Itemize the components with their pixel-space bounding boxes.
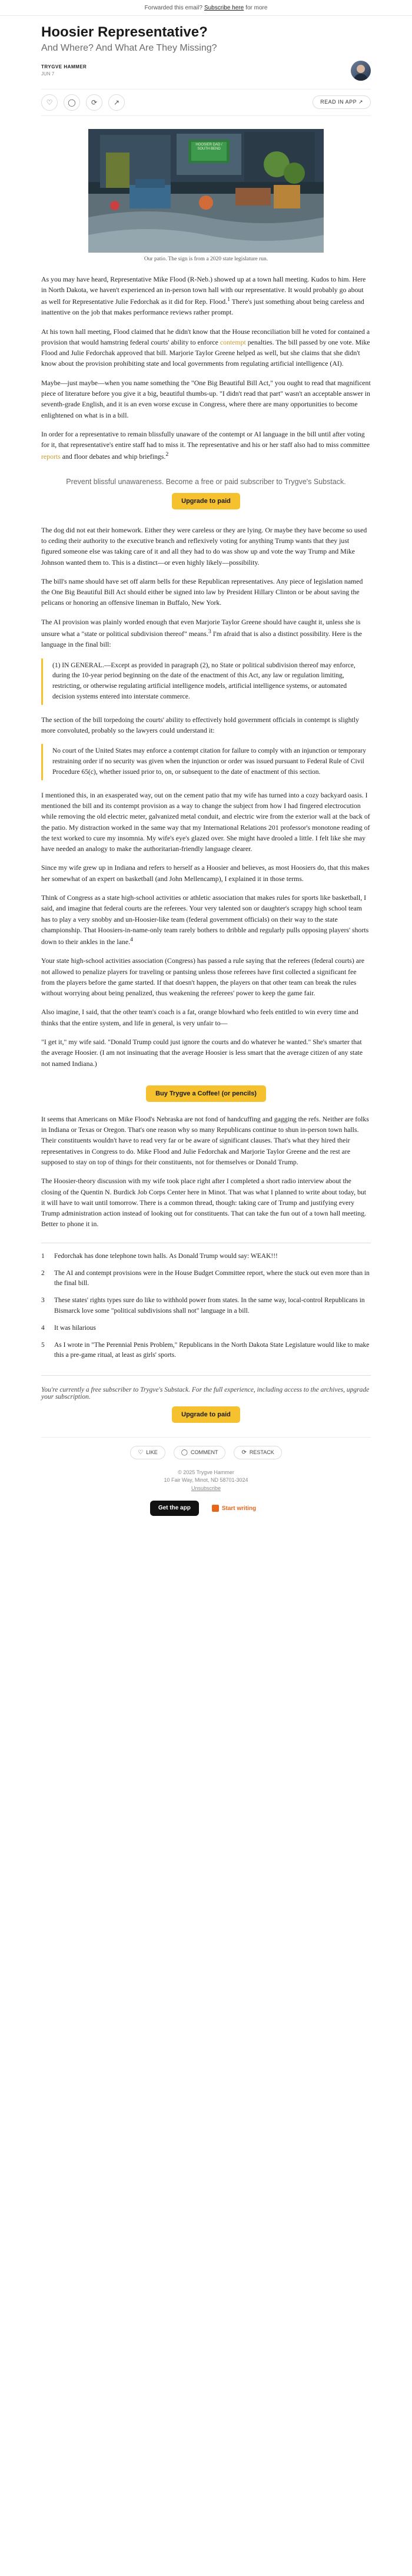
footnote: 4 It was hilarious xyxy=(41,1324,96,1332)
post-date: JUN 7 xyxy=(41,71,55,77)
comment-icon[interactable]: ◯ xyxy=(64,94,80,111)
photo-caption: Our patio. The sign is from a 2020 state legislature run. xyxy=(144,256,268,262)
like-button[interactable]: ♡ LIKE xyxy=(130,1446,165,1459)
reports-link[interactable]: reports xyxy=(41,452,61,461)
post-subtitle: And Where? And What Are They Missing? xyxy=(41,42,217,53)
paragraph: It seems that Americans on Mike Flood's Nebraska are not fond of handcuffing and gagging the refs. Neither are folks in Indiana or Texas or Oregon. That's one reason why so many Republicans continue to shun in-person town halls. Their constituents wouldn't have to read very far or be aware of significant clauses. That's what they hired their representatives in Congress to do. Mike Flood and Julie Fedorchak and Marjorie Taylor Greene and the rest are supposed to stay on top of things for their constituents, not for themselves or Donald Trump. xyxy=(41,1114,369,1166)
bill-quote-contempt: No court of the United States may enforce a contempt citation for failure to comply with an injunction or temporary restraining order if no security was given when the injunction or order was issued pursuant to Federal Rule of Civil Procedure 65(c), whether issued prior to, on, or subsequent to the date of enactment of this section. xyxy=(41,744,371,780)
byline xyxy=(41,61,371,81)
paragraph: Since my wife grew up in Indiana and refers to herself as a Hoosier and believes, as most Hoosiers do, that this makes her somewhat of an expert on basketball (and John Mellencamp), I explained it in those terms. xyxy=(41,863,370,883)
footnote: 3 These states' rights types sure do like to withhold power from states. In the same way, local-control Republicans in Bismarck love some "political subdivisions shall not" language in a bill. xyxy=(41,1297,365,1315)
footnote: 5 As I wrote in "The Perennial Penis Problem," Republicans in the North Dakota State Legislature would like to make this a pre-game ritual, at least as girls' sports. xyxy=(41,1342,370,1359)
address: 10 Fair Way, Minot, ND 58701-3024 xyxy=(164,1477,248,1484)
restack-icon: ⟳ xyxy=(241,1449,247,1456)
paragraph: As you may have heard, Representative Mike Flood (R-Neb.) showed up at a town hall meeting. Kudos to him. Here in North Dakota, we haven't experienced an in-person town hall with our representative. It would probably go about as well for Representative Julie Fedorchak as it did for Rep. Flood.$^1$ There's just something about being careless and inattentive on the job that makes performance reviews rather prompt. xyxy=(41,274,366,317)
author-name[interactable]: TRYGVE HAMMER xyxy=(41,64,87,70)
paragraph: Your state high-school activities association (Congress) has passed a rule saying that the referees (federal courts) are not allowed to penalize players for traveling or pantsing unless those referees have first collected a significant fee from the players before the game started. If that doesn't happen, the players on that other team can break the rules without worrying about being penalized, thus weakening the referees' power to keep the game fair. xyxy=(41,956,365,998)
paywall-box xyxy=(41,1375,371,1423)
paywall-upgrade-button[interactable]: Upgrade to paid xyxy=(172,1406,240,1423)
read-in-app-button[interactable]: READ IN APP ↗ xyxy=(313,95,371,109)
paragraph: "I get it," my wife said. "Donald Trump could just ignore the courts and do whatever he wanted." She's smarter that the average Hoosier. (I am not insinuating that the average Hoosier is less smart that the average citizen of any state not named Indiana.) xyxy=(41,1038,363,1068)
paragraph: Also imagine, I said, that the other team's coach is a fat, orange blowhard who feels entitled to win every time and thinks that the entire system, and life in general, is very unfair to— xyxy=(41,1008,358,1027)
footnote-ref[interactable]: 2 xyxy=(165,451,169,458)
paragraph: The bill's name should have set off alarm bells for these Republican representatives. Any piece of legislation named the One Big Beautiful Bill Act should either be signed into law by President Hillary Clinton or be about saving the pelicans or honoring an offensive lineman in Buffalo, New York. xyxy=(41,577,363,607)
start-writing-button[interactable]: Start writing xyxy=(206,1501,262,1516)
heart-icon: ♡ xyxy=(138,1449,144,1456)
copyright: © 2025 Trygve Hammer xyxy=(178,1469,234,1475)
unsubscribe-link[interactable]: Unsubscribe xyxy=(191,1485,221,1491)
footnote-ref[interactable]: 1 xyxy=(227,296,231,303)
paragraph: I mentioned this, in an exasperated way, out on the cement patio that my wife has turned into a cozy backyard oasis. I mentioned the bill and its contempt provision as a way to change the subject from how I had fingered electrocution while removing the old electric meter, galvanized metal conduit, and electric wire from the exterior wall at the back of the patio. My distraction worked in the same way that my International Relations 201 professor's monotone reading of the text worked to cure my insomnia. My wife's eye's glazed over. She might have drooled a little. I felt like she may have needed an analogy to make the authoritarian-friendly language clearer. xyxy=(41,790,370,853)
restack-icon[interactable]: ⟳ xyxy=(86,94,102,111)
buy-coffee-button[interactable]: Buy Trygve a Coffee! (or pencils) xyxy=(146,1085,266,1102)
post-title: Hoosier Representative? xyxy=(41,24,208,40)
footnote-ref[interactable]: 4 xyxy=(130,936,133,943)
paragraph: In order for a representative to remain blissfully unaware of the contempt or AI language in the bill until after voting for it, that representative's entire staff had to miss it. The representative and his or her staff also had to miss committee reports and floor debates and whip briefings.$^2$ xyxy=(41,429,370,461)
footnote-ref[interactable]: 3 xyxy=(208,628,211,635)
subscribe-prompt: Prevent blissful unawareness. Become a free or paid subscriber to Trygve's Substack. xyxy=(66,477,346,486)
post-container xyxy=(41,24,371,1516)
comment-button[interactable]: ◯ COMMENT xyxy=(174,1446,226,1459)
paragraph: The dog did not eat their homework. Either they were careless or they are lying. Or maybe they have become so used to ceding their authority to the executive branch and reflexively voting for anything Trump wants that they just figured someone else was taking care of it and all they had to do was show up and vote the way Trump and Mike Johnson wanted them to. This is a distinct—or even highly likely—possibility. xyxy=(41,525,367,567)
email-footer xyxy=(41,1469,371,1493)
substack-logo-icon xyxy=(212,1505,219,1512)
paywall-text: You're currently a free subscriber to Trygve's Substack. For the full experience, including access to the archives, upgrade your subscription. xyxy=(41,1386,370,1400)
patio-photo xyxy=(88,129,324,253)
footnotes xyxy=(41,1243,371,1361)
comment-icon: ◯ xyxy=(181,1449,188,1456)
bottom-actions xyxy=(41,1437,371,1459)
action-bar xyxy=(41,89,371,116)
paragraph: At his town hall meeting, Flood claimed that he didn't know that the House reconciliation bill he voted for contained a provision that would hamstring federal courts' ability to enforce contempt penalties. The bill passed by one vote. Mike Flood and Julie Fedorchak approved that bill. Marjorie Taylor Greene helped as well, but she claims that she didn't know about the provision prohibiting state and local governments from regulating artificial intelligence (AI). xyxy=(41,327,370,368)
footnote: 2 The AI and contempt provisions were in the House Budget Committee report, where the stuck out even more than in the final bill. xyxy=(41,1269,370,1287)
forward-suffix: for more xyxy=(245,4,268,11)
contempt-link[interactable]: contempt xyxy=(220,337,246,346)
coffee-box xyxy=(41,1080,371,1102)
paragraph: The Hoosier-theory discussion with my wife took place right after I completed a short radio interview about the closing of the Quentin N. Burdick Job Corps Center here in Minot. That was what I planned to write about today, but it will have to wait until tomorrow. There is a common thread, though: taking care of Trump and justifying every Trump administration action instead of looking out for constituents. That can take the fun out of a town hall meeting. Better to phone it in. xyxy=(41,1177,367,1229)
footnote: 1 Fedorchak has done telephone town halls. As Donald Trump would say: WEAK!!! xyxy=(41,1252,278,1260)
paragraph: Maybe—just maybe—when you name something the "One Big Beautiful Bill Act," you ought to read that magnificent piece of literature before you give it a big, beautiful thumbs-up. "I didn't read that part" wasn't an acceptable answer in seventh-grade English, and it is an even worse excuse in Congress, where there are many opportunities to become enlightened on what is in a bill. xyxy=(41,378,371,419)
app-bar xyxy=(41,1501,371,1516)
upgrade-button[interactable]: Upgrade to paid xyxy=(172,493,240,509)
bill-quote-ai: (1) IN GENERAL.—Except as provided in paragraph (2), no State or political subdivision thereof may enforce, during the 10-year period beginning on the date of the enactment of this Act, any law or regulation limiting, restricting, or otherwise regulating artificial intelligence models, artificial intelligence systems, or automated decision systems entered into interstate commerce. xyxy=(41,658,371,705)
like-icon[interactable]: ♡ xyxy=(41,94,58,111)
forward-text: Forwarded this email? xyxy=(144,4,202,11)
share-icon[interactable]: ↗ xyxy=(108,94,125,111)
author-avatar[interactable] xyxy=(351,61,371,81)
restack-button[interactable]: ⟳ RESTACK xyxy=(234,1446,281,1459)
subscribe-box xyxy=(41,476,371,509)
get-app-button[interactable]: Get the app xyxy=(150,1501,199,1516)
subscribe-link[interactable]: Subscribe here xyxy=(204,4,244,11)
paragraph: Think of Congress as a state high-school activities or athletic association that makes rules for sports like basketball, I said, and imagine that federal courts are the referees. Your very talented son or daughter's scrappy high school team has to play a very snobby and un-Hoosier-like team (federal government officials) on their way to the state championship. That Hoosiers-in-name-only team rarely bothers to dribble and regularly pulls opposing players' shorts down to their ankles in the lane.$^4$ xyxy=(41,893,369,946)
paragraph: The section of the bill torpedoing the courts' ability to effectively hold government officials in contempt is slightly more convoluted, probably so the lawyers could understand it: xyxy=(41,715,359,735)
paragraph: The AI provision was plainly worded enough that even Marjorie Taylor Greene should have caught it, unless she is unsure what a "state or political subdivision thereof" means.$^3$ I'm afraid that is also a distinct possibility. Here is the language in the final bill: xyxy=(41,617,363,649)
forward-bar xyxy=(0,0,412,16)
patio-sign-text: HOOSIER DAD / SOUTH BEND xyxy=(195,143,222,151)
